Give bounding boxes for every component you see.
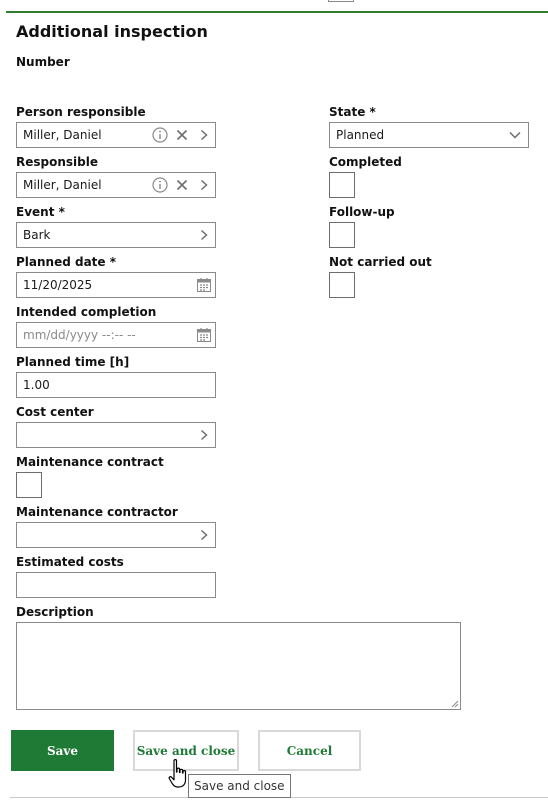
calendar-icon[interactable] [193, 273, 215, 297]
chevron-right-icon[interactable] [193, 223, 215, 247]
responsible-field[interactable] [16, 172, 216, 198]
info-icon[interactable] [149, 123, 171, 147]
planned-date-value: 11/20/2025 [23, 278, 93, 292]
description-textarea[interactable] [16, 622, 461, 710]
resize-grip-icon[interactable] [451, 700, 459, 708]
person-responsible-field[interactable] [16, 122, 216, 148]
person-responsible-label: Person responsible [16, 105, 146, 119]
maintenance-contract-label: Maintenance contract [16, 455, 164, 469]
person-responsible-value: Miller, Daniel [23, 128, 102, 142]
event-field[interactable] [16, 222, 216, 248]
state-value: Planned [336, 128, 385, 142]
follow-up-label: Follow-up [329, 205, 395, 219]
not-carried-out-checkbox[interactable] [329, 272, 355, 298]
save-button[interactable]: Save [11, 730, 114, 771]
maintenance-contract-checkbox[interactable] [16, 472, 42, 498]
intended-completion-placeholder: mm/dd/yyyy --:-- -- [23, 328, 136, 342]
completed-label: Completed [329, 155, 402, 169]
planned-time-input[interactable] [16, 372, 216, 398]
planned-date-input[interactable] [16, 272, 216, 298]
not-carried-out-label: Not carried out [329, 255, 432, 269]
page-title: Additional inspection [16, 22, 208, 41]
follow-up-checkbox[interactable] [329, 222, 355, 248]
chevron-right-icon[interactable] [193, 423, 215, 447]
intended-completion-input[interactable] [16, 322, 216, 348]
event-value: Bark [23, 228, 51, 242]
close-icon[interactable] [171, 173, 193, 197]
chevron-right-icon[interactable] [193, 123, 215, 147]
state-select[interactable] [329, 122, 529, 148]
event-label: Event * [16, 205, 65, 219]
previous-field-edge [328, 0, 354, 2]
responsible-label: Responsible [16, 155, 98, 169]
hand-pointer-icon [168, 758, 192, 792]
cost-center-field[interactable] [16, 422, 216, 448]
chevron-down-icon[interactable] [502, 123, 528, 147]
number-label: Number [16, 55, 70, 69]
intended-completion-label: Intended completion [16, 305, 157, 319]
cost-center-label: Cost center [16, 405, 94, 419]
planned-time-value: 1.00 [23, 378, 50, 392]
description-label: Description [16, 605, 94, 619]
maintenance-contractor-field[interactable] [16, 522, 216, 548]
close-icon[interactable] [171, 123, 193, 147]
save-and-close-tooltip: Save and close [188, 774, 291, 798]
planned-date-label: Planned date * [16, 255, 117, 269]
responsible-value: Miller, Daniel [23, 178, 102, 192]
section-divider [6, 11, 548, 13]
estimated-costs-label: Estimated costs [16, 555, 124, 569]
chevron-right-icon[interactable] [193, 173, 215, 197]
chevron-right-icon[interactable] [193, 523, 215, 547]
calendar-icon[interactable] [193, 323, 215, 347]
cancel-button[interactable]: Cancel [258, 730, 361, 771]
state-label: State * [329, 105, 376, 119]
info-icon[interactable] [149, 173, 171, 197]
estimated-costs-input[interactable] [16, 572, 216, 598]
save-and-close-button[interactable]: Save and close [133, 730, 239, 771]
completed-checkbox[interactable] [329, 172, 355, 198]
maintenance-contractor-label: Maintenance contractor [16, 505, 178, 519]
planned-time-label: Planned time [h] [16, 355, 130, 369]
